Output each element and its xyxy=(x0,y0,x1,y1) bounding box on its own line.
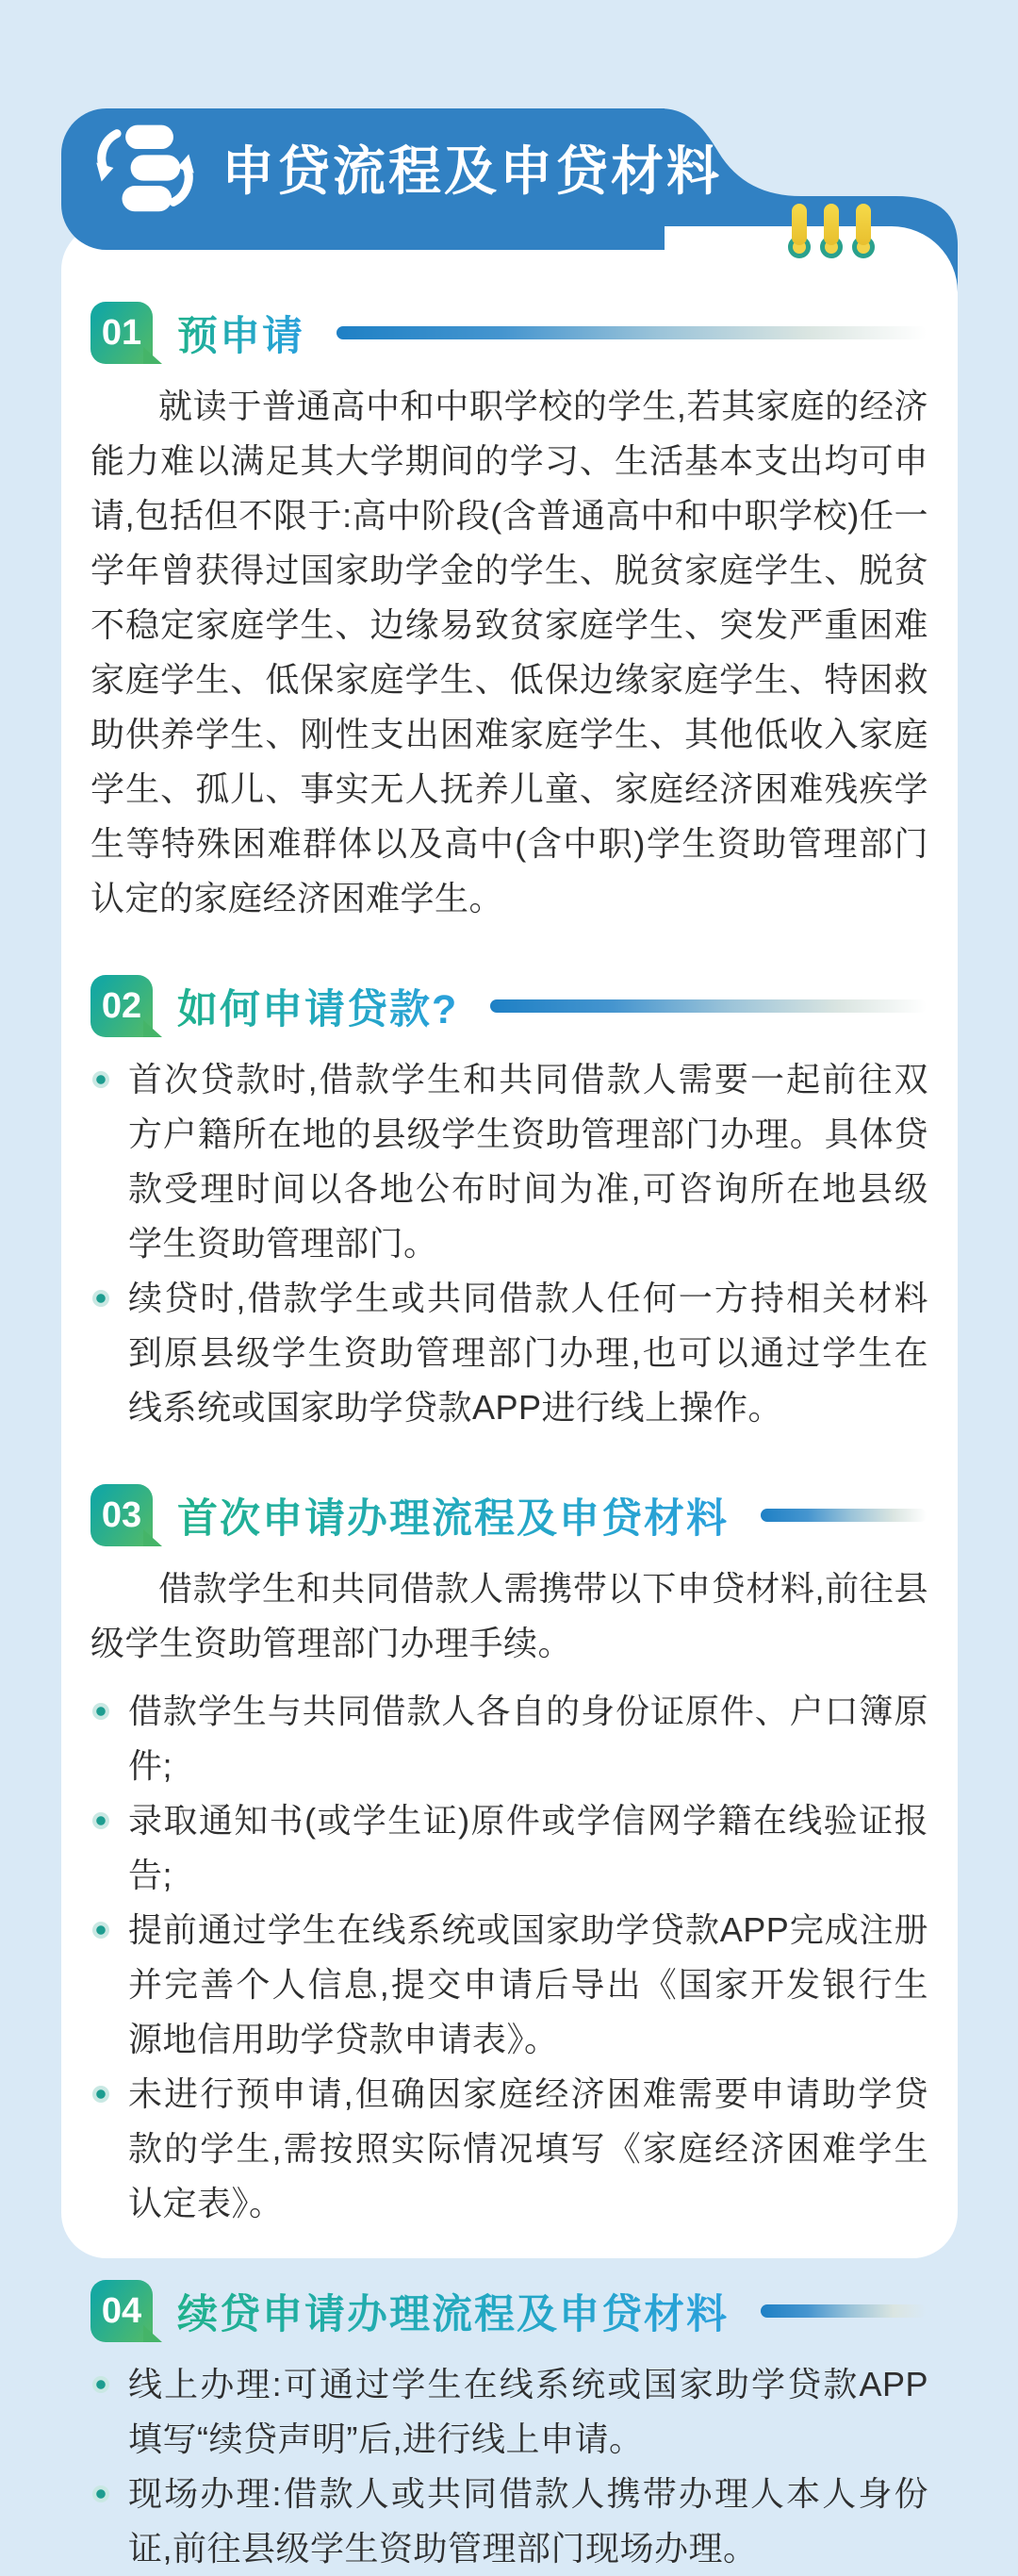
section-number-badge: 04 xyxy=(90,2280,153,2342)
section-header xyxy=(90,2280,928,2342)
bullet-text: 未进行预申请,但确因家庭经济困难需要申请助学贷款的学生,需按照实际情况填写《家庭经济困难学生认定表》。 xyxy=(128,2074,928,2222)
section-header xyxy=(90,975,928,1037)
section-divider-line xyxy=(761,1509,927,1522)
bullet-text: 借款学生与共同借款人各自的身份证原件、户口簿原件; xyxy=(128,1692,928,1785)
process-flow-sync-icon xyxy=(90,123,201,213)
section-number-badge: 01 xyxy=(90,302,153,364)
bullet-dot-icon xyxy=(92,1071,109,1088)
bullet-item xyxy=(90,2357,928,2467)
pin-icon xyxy=(856,204,871,262)
bullet-dot-icon xyxy=(92,1922,109,1939)
section xyxy=(90,975,928,1435)
section-divider-line xyxy=(337,326,927,339)
bullet-item xyxy=(90,1903,928,2067)
section-title: 如何申请贷款? xyxy=(177,978,458,1035)
bullet-text: 提前通过学生在线系统或国家助学贷款APP完成注册并完善个人信息,提交申请后导出《国家开发银行生源地信用助学贷款申请表》。 xyxy=(128,1910,928,2058)
section-title: 预申请 xyxy=(177,305,304,362)
bullet-list xyxy=(90,1684,928,2231)
bullet-item xyxy=(90,2467,928,2576)
section-header xyxy=(90,1484,928,1546)
bullet-dot-icon xyxy=(92,1290,109,1307)
bullet-dot-icon xyxy=(92,2376,109,2393)
bullet-dot-icon xyxy=(92,1812,109,1829)
bullet-text: 线上办理:可通过学生在线系统或国家助学贷款APP填写“续贷声明”后,进行线上申请。 xyxy=(128,2365,928,2458)
section-header xyxy=(90,302,928,364)
section-title: 续贷申请办理流程及申贷材料 xyxy=(177,2283,729,2340)
section xyxy=(90,1484,928,2231)
bullet-text: 录取通知书(或学生证)原件或学信网学籍在线验证报告; xyxy=(128,1801,928,1894)
bullet-item xyxy=(90,1684,928,1793)
section-number-badge: 02 xyxy=(90,975,153,1037)
body-paragraph: 借款学生和共同借款人需携带以下申贷材料,前往县级学生资助管理部门办理手续。 xyxy=(90,1569,928,1662)
page-title: 申贷流程及申贷材料 xyxy=(222,140,722,201)
pin-stem xyxy=(824,204,839,245)
pin-stem xyxy=(856,204,871,245)
section-divider-line xyxy=(490,999,927,1013)
bullet-list xyxy=(90,1052,928,1435)
bullet-dot-icon xyxy=(92,2086,109,2103)
bullet-list xyxy=(90,2357,928,2576)
pin-icon xyxy=(824,204,839,262)
section xyxy=(90,2280,928,2576)
bullet-text: 续贷时,借款学生或共同借款人任何一方持相关材料到原县级学生资助管理部门办理,也可以通过学生在线系统或国家助学贷款APP进行线上操作。 xyxy=(128,1279,928,1427)
content-card xyxy=(61,224,958,2568)
section-number-badge: 03 xyxy=(90,1484,153,1546)
bullet-text: 现场办理:借款人或共同借款人携带办理人本人身份证,前往县级学生资助管理部门现场办理。 xyxy=(128,2474,928,2568)
bullet-item xyxy=(90,1052,928,1271)
bullet-item xyxy=(90,1793,928,1903)
bullet-text: 首次贷款时,借款学生和共同借款人需要一起前往双方户籍所在地的县级学生资助管理部门办理。具体贷款受理时间以各地公布时间为准,可咨询所在地县级学生资助管理部门。 xyxy=(128,1060,928,1263)
bullet-dot-icon xyxy=(92,2485,109,2502)
body-paragraph: 就读于普通高中和中职学校的学生,若其家庭的经济能力难以满足其大学期间的学习、生活基本支出均可申请,包括但不限于:高中阶段(含普通高中和中职学校)任一学年曾获得过国家助学金的学生、脱贫家庭学生、脱贫不稳定家庭学生、边缘易致贫家庭学生、突发严重困难家庭学生、低保家庭学生、低保边缘家庭学生、特困救助供养学生、刚性支出困难家庭学生、其他低收入家庭学生、孤儿、事实无人抚养儿童、家庭经济困难残疾学生等特殊困难群体以及高中(含中职)学生资助管理部门认定的家庭经济困难学生。 xyxy=(90,387,928,917)
bullet-item xyxy=(90,2067,928,2231)
pin-stem xyxy=(792,204,807,245)
bullet-dot-icon xyxy=(92,1703,109,1720)
section xyxy=(90,302,928,926)
section-divider-line xyxy=(761,2304,927,2318)
section-title: 首次申请办理流程及申贷材料 xyxy=(177,1487,729,1544)
pin-icon xyxy=(792,204,807,262)
bullet-item xyxy=(90,1271,928,1435)
pins-decoration xyxy=(792,204,895,262)
